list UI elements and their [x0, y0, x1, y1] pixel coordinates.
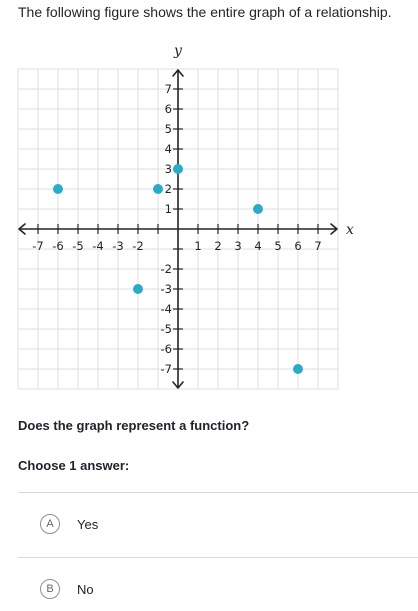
y-tick-label: -6 [160, 342, 172, 356]
data-point [253, 204, 263, 214]
y-tick-label: -3 [160, 282, 172, 296]
answer-instruction: Choose 1 answer: [18, 458, 130, 473]
data-point [53, 184, 63, 194]
x-tick-label: -5 [72, 239, 84, 253]
x-tick-label: -2 [132, 239, 144, 253]
choice-b[interactable] [18, 567, 418, 611]
question-text: Does the graph represent a function? [18, 418, 250, 433]
y-axis-label: y [174, 43, 182, 59]
axes [19, 70, 337, 388]
y-tick-label: 7 [164, 82, 172, 96]
x-axis-label: x [346, 222, 354, 238]
x-tick-label: -7 [32, 239, 44, 253]
x-tick-label: -3 [112, 239, 124, 253]
data-point [133, 284, 143, 294]
y-tick-label: -5 [160, 322, 172, 336]
data-point [173, 164, 183, 174]
divider-middle [18, 557, 418, 558]
y-tick-label: -4 [160, 302, 172, 316]
choice-b-letter: B [40, 579, 60, 599]
y-tick-label: 6 [164, 102, 172, 116]
choice-b-label: No [77, 581, 94, 597]
data-point [293, 364, 303, 374]
y-tick-label: -7 [160, 362, 172, 376]
x-tick-label: 4 [254, 239, 262, 253]
y-tick-label: 4 [164, 142, 172, 156]
x-tick-label: 1 [194, 239, 202, 253]
x-tick-label: 3 [234, 239, 242, 253]
y-tick-label: 1 [164, 202, 172, 216]
choice-a-letter: A [40, 514, 60, 534]
divider-top [18, 492, 418, 493]
y-tick-label: 5 [164, 122, 172, 136]
x-tick-label: 5 [274, 239, 282, 253]
y-tick-label: 2 [164, 182, 172, 196]
coordinate-graph [0, 36, 418, 396]
data-point [153, 184, 163, 194]
x-tick-label: -6 [52, 239, 64, 253]
x-tick-label: 6 [294, 239, 302, 253]
question-prompt: The following figure shows the entire graph of a relationship. [18, 4, 392, 20]
x-tick-label: -4 [92, 239, 104, 253]
y-tick-label: 3 [164, 162, 172, 176]
choice-a-label: Yes [77, 516, 99, 532]
x-tick-label: 7 [314, 239, 322, 253]
choice-a[interactable] [18, 502, 418, 546]
y-tick-label: -2 [160, 262, 172, 276]
x-tick-label: 2 [214, 239, 222, 253]
